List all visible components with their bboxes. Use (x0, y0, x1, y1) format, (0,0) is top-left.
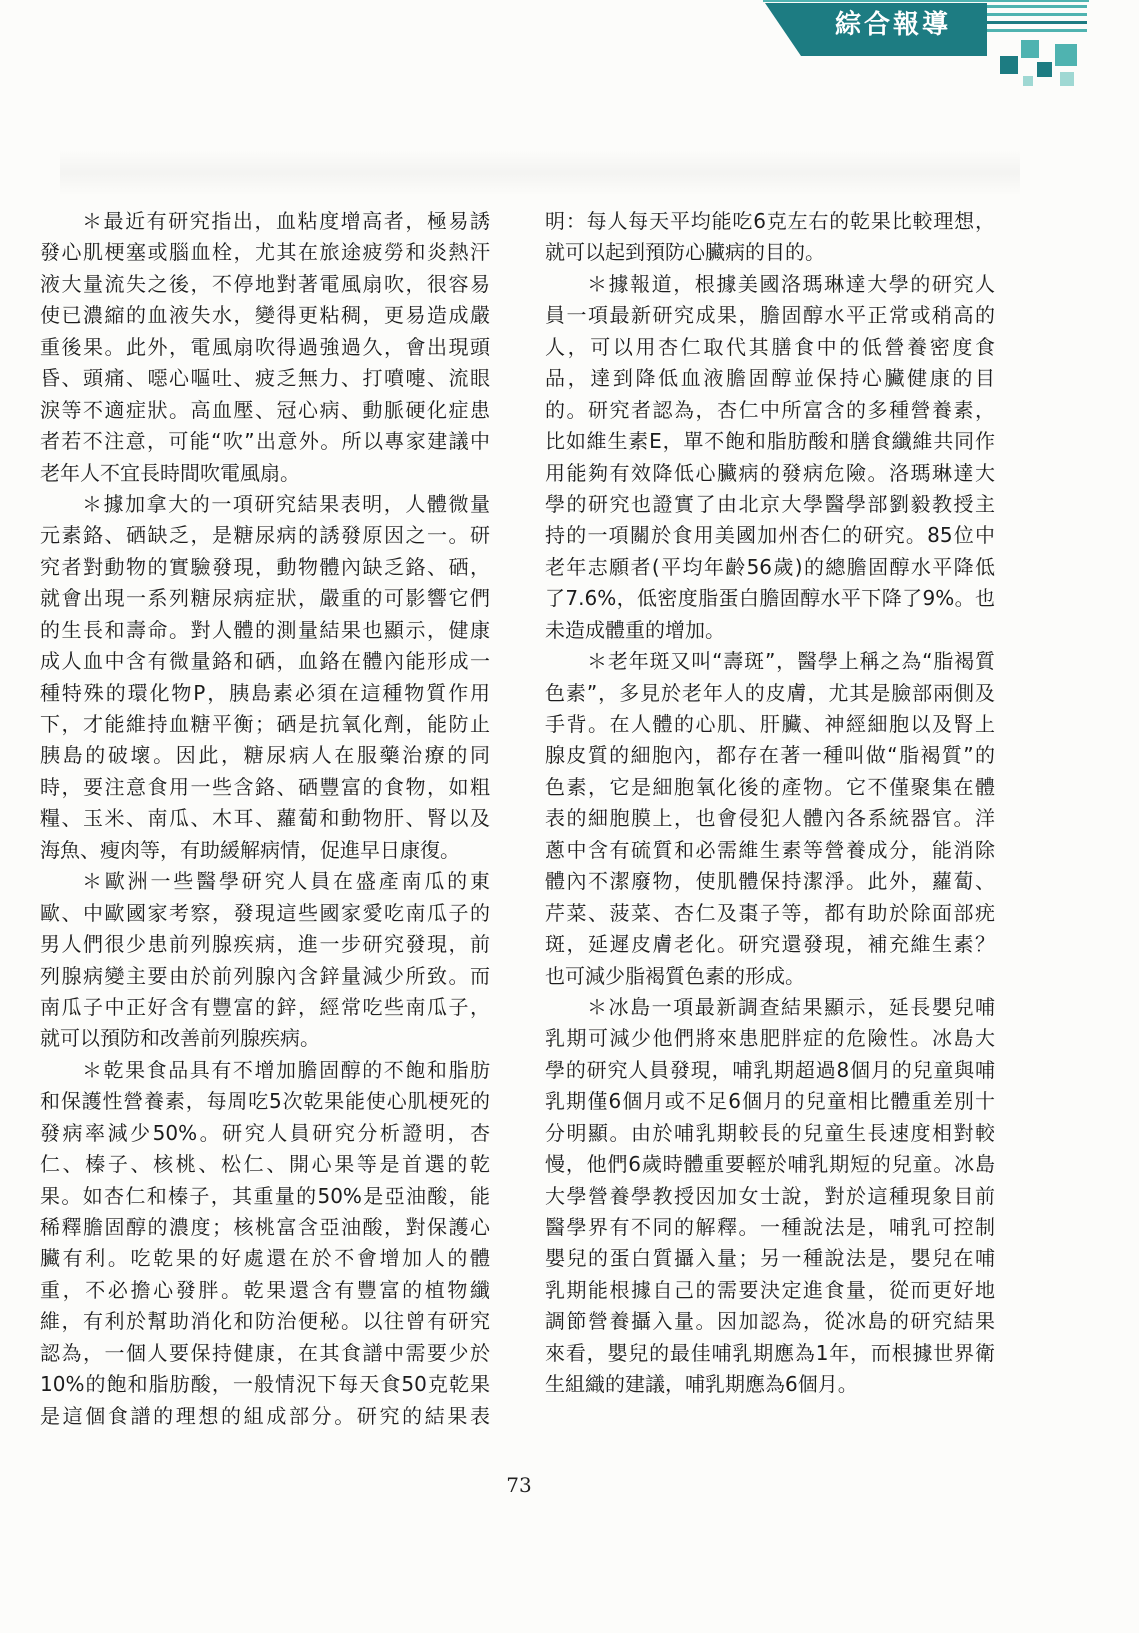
text-line: 體內不潔廢物，使肌體保持潔淨。此外，蘿蔔、 (545, 869, 995, 894)
text-line: 芹菜、菠菜、杏仁及棗子等，都有助於除面部疣 (545, 900, 995, 925)
article-column-right (545, 206, 995, 1401)
text-line: 稀釋膽固醇的濃度；核桃富含亞油酸，對保護心 (40, 1215, 490, 1239)
text-line: 就會出現一系列糖尿病症狀，嚴重的可影響它們 (40, 586, 490, 611)
text-line: 認為，一個人要保持健康，在其食譜中需要少於 (40, 1340, 490, 1365)
text-line: ＊據加拿大的一項研究結果表明，人體微量 (82, 491, 490, 516)
text-line: 者若不注意，可能“吹”出意外。所以專家建議中 (40, 429, 490, 454)
text-line: 蔥中含有硫質和必需維生素等營養成分，能消除 (545, 837, 995, 862)
text-line: 男人們很少患前列腺疾病，進一步研究發現，前 (40, 932, 490, 957)
text-line: 臟有利。吃乾果的好處還在於不會增加人的體 (40, 1246, 490, 1271)
text-line: ＊據報道，根據美國洛瑪琳達大學的研究人 (587, 271, 995, 296)
text-line: 發病率減少50%。研究人員研究分析證明，杏 (40, 1120, 490, 1145)
text-line: 和保護性營養素，每周吃5次乾果能使心肌梗死的 (40, 1089, 490, 1114)
text-line: 人，可以用杏仁取代其膳食中的低營養密度食 (545, 334, 995, 359)
text-line: 色素”，多見於老年人的皮膚，尤其是臉部兩側及 (545, 680, 995, 705)
text-line: 慢，他們6歲時體重要輕於哺乳期短的兒童。冰島 (545, 1152, 995, 1177)
text-line: 海魚、瘦肉等，有助緩解病情，促進早日康復。 (40, 837, 460, 862)
text-line: 來看，嬰兒的最佳哺乳期應為1年，而根據世界衛 (545, 1340, 995, 1365)
scan-shadow-band (60, 150, 1020, 196)
text-line: 了7.6%，低密度脂蛋白膽固醇水平下降了9%。也 (545, 586, 995, 611)
decorative-squares (1000, 40, 1077, 86)
text-line: 乳期可減少他們將來患肥胖症的危險性。冰島大 (545, 1026, 995, 1051)
text-line: 果。如杏仁和榛子，其重量的50%是亞油酸，能 (40, 1183, 490, 1208)
text-line: 老年志願者(平均年齡56歲)的總膽固醇水平降低 (545, 554, 995, 579)
text-line: 下，才能維持血糖平衡；硒是抗氧化劑，能防止 (40, 712, 490, 736)
text-line: 明：每人每天平均能吃6克左右的乾果比較理想， (545, 209, 995, 233)
text-line: 時，要注意食用一些含鉻、硒豐富的食物，如粗 (40, 774, 490, 799)
text-line: ＊冰島一項最新調查結果顯示，延長嬰兒哺 (587, 994, 995, 1019)
text-line: 就可以起到預防心臟病的目的。 (545, 240, 825, 265)
text-line: 表的細胞膜上，也會侵犯人體內各系統器官。洋 (545, 806, 995, 831)
text-line: 品，達到降低血液膽固醇並保持心臟健康的目 (545, 366, 995, 391)
text-line: 未造成體重的增加。 (545, 617, 725, 642)
text-line: 的生長和壽命。對人體的測量結果也顯示，健康 (40, 617, 490, 642)
text-line: 用能夠有效降低心臟病的發病危險。洛瑪琳達大 (545, 460, 995, 485)
text-line: 重，不必擔心發胖。乾果還含有豐富的植物纖 (40, 1277, 490, 1302)
text-line: 斑，延遲皮膚老化。研究還發現，補充維生素？ (545, 932, 995, 957)
text-line: ＊歐洲一些醫學研究人員在盛產南瓜的東 (82, 869, 490, 894)
text-line: 糧、玉米、南瓜、木耳、蘿蔔和動物肝、腎以及 (40, 806, 490, 831)
text-line: 比如維生素E，單不飽和脂肪酸和膳食纖維共同作 (545, 429, 995, 454)
text-line: 使已濃縮的血液失水，變得更粘稠，更易造成嚴 (40, 303, 490, 328)
text-line: 的。研究者認為，杏仁中所富含的多種營養素， (545, 397, 995, 422)
text-line: 手背。在人體的心肌、肝臟、神經細胞以及腎上 (545, 712, 995, 736)
text-line: 學的研究也證實了由北京大學醫學部劉毅教授主 (545, 491, 995, 516)
text-line: 淚等不適症狀。高血壓、冠心病、動脈硬化症患 (40, 397, 490, 422)
text-line: 分明顯。由於哺乳期較長的兒童生長速度相對較 (545, 1120, 995, 1145)
text-line: 員一項最新研究成果，膽固醇水平正常或稍高的 (545, 303, 995, 328)
text-line: 元素鉻、硒缺乏，是糖尿病的誘發原因之一。研 (40, 523, 490, 548)
text-line: 重後果。此外，電風扇吹得過強過久，會出現頭 (40, 334, 490, 359)
text-line: 嬰兒的蛋白質攝入量；另一種說法是，嬰兒在哺 (545, 1246, 995, 1271)
page-number: 73 (506, 1473, 532, 1497)
text-line: 歐、中歐國家考察，發現這些國家愛吃南瓜子的 (40, 900, 490, 925)
text-line: 色素，它是細胞氧化後的產物。它不僅聚集在體 (545, 774, 995, 799)
text-line: 學的研究人員發現，哺乳期超過8個月的兒童與哺 (545, 1057, 995, 1082)
text-line: ＊最近有研究指出，血粘度增高者，極易誘 (82, 209, 490, 233)
text-line: 腺皮質的細胞內，都存在著一種叫做“脂褐質”的 (545, 743, 995, 768)
section-title: 綜合報導 (834, 10, 951, 40)
text-line: 乳期能根據自己的需要決定進食量，從而更好地 (545, 1277, 995, 1302)
text-line: ＊老年斑又叫“壽斑”，醫學上稱之為“脂褐質 (587, 649, 995, 674)
text-line: 持的一項關於食用美國加州杏仁的研究。85位中 (545, 523, 995, 548)
text-line: 維，有利於幫助消化和防治便秘。以往曾有研究 (40, 1309, 490, 1334)
text-line: 昏、頭痛、噁心嘔吐、疲乏無力、打噴嚏、流眼 (40, 366, 490, 391)
text-line: 生組織的建議，哺乳期應為6個月。 (545, 1372, 858, 1397)
text-line: 種特殊的環化物P，胰島素必須在這種物質作用 (40, 680, 490, 705)
text-line: 南瓜子中正好含有豐富的鋅，經常吃些南瓜子， (40, 994, 490, 1019)
text-line: ＊乾果食品具有不增加膽固醇的不飽和脂肪 (82, 1057, 490, 1082)
text-line: 胰島的破壞。因此，糖尿病人在服藥治療的同 (40, 743, 490, 768)
text-line: 調節營養攝入量。因加認為，從冰島的研究結果 (545, 1309, 995, 1334)
text-line: 10%的飽和脂肪酸，一般情況下每天食50克乾果 (40, 1372, 490, 1397)
text-line: 老年人不宜長時間吹電風扇。 (40, 460, 300, 485)
text-line: 液大量流失之後，不停地對著電風扇吹，很容易 (40, 271, 490, 296)
text-line: 列腺病變主要由於前列腺內含鋅量減少所致。而 (40, 963, 490, 988)
text-line: 發心肌梗塞或腦血栓，尤其在旅途疲勞和炎熱汗 (40, 240, 490, 265)
text-line: 究者對動物的實驗發現，動物體內缺乏鉻、硒， (40, 554, 490, 579)
text-line: 醫學界有不同的解釋。一種說法是，哺乳可控制 (545, 1215, 995, 1239)
text-line: 仁、榛子、核桃、松仁、開心果等是首選的乾 (40, 1152, 490, 1177)
text-line: 乳期僅6個月或不足6個月的兒童相比體重差別十 (545, 1089, 995, 1114)
text-line: 成人血中含有微量鉻和硒，血鉻在體內能形成一 (40, 649, 490, 674)
article-column-left (40, 206, 490, 1432)
text-line: 是這個食譜的理想的組成部分。研究的結果表 (40, 1403, 490, 1428)
text-line: 就可以預防和改善前列腺疾病。 (40, 1026, 320, 1051)
text-line: 也可減少脂褐質色素的形成。 (545, 963, 805, 988)
text-line: 大學營養學教授因加女士說，對於這種現象目前 (545, 1183, 995, 1208)
